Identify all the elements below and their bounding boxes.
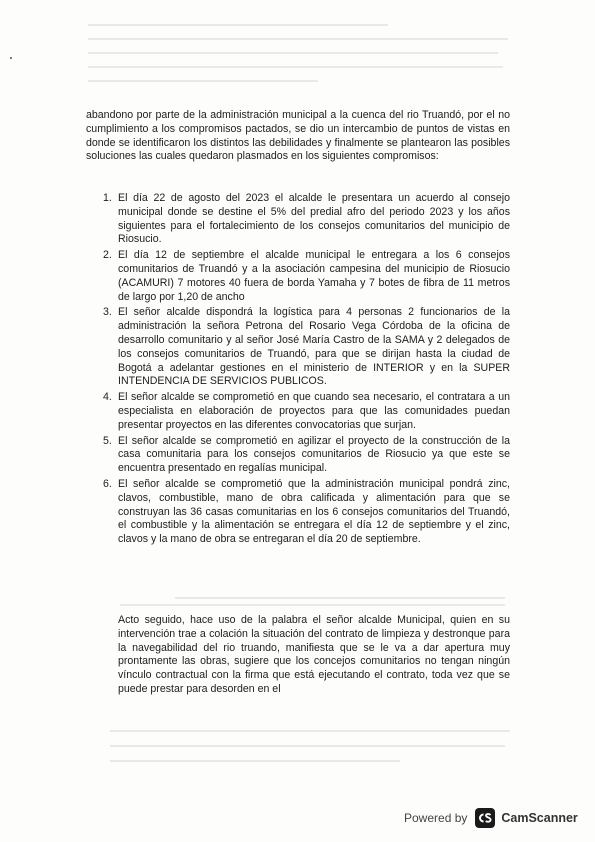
item-text: El señor alcalde se comprometió en que cuando sea necesario, el contratara a un especialista en elaboración de proyectos para que las comunidades puedan presentar proyectos en las diferentes convocatorias que surjan.	[118, 391, 510, 431]
item-number: 6.	[103, 477, 112, 490]
commitment-item	[86, 249, 510, 304]
bleed-through-line	[88, 38, 508, 40]
item-text: El señor alcalde se comprometió en agilizar el proyecto de la construcción de la casa comunitaria para los consejos comunitarios de Riosucio ya que este se encuentra presentado en regalías municipal.	[118, 434, 510, 475]
bleed-through-line	[175, 597, 505, 599]
camscanner-logo-icon	[475, 808, 495, 828]
item-number: 3.	[103, 306, 112, 319]
camscanner-brand: CamScanner	[501, 811, 578, 825]
powered-by-label: Powered by	[404, 811, 468, 825]
bleed-through-line	[88, 80, 318, 82]
commitment-item	[86, 192, 510, 247]
bleed-through-line	[88, 52, 498, 54]
item-number: 1.	[103, 192, 112, 204]
closing-paragraph: Acto seguido, hace uso de la palabra el señor alcalde Municipal, quien en su intervención trae a colación la situación del contrato de limpieza y destronque para la navegabilidad del rio truando, manifiesta que se le va a dar apertura muy prontamente las obras, sugiere que los concejos comunitarios no tengan ningún vínculo contractual con la firma que está ejecutando el contrato, toda vez que se puede prestar para desorden en el	[118, 614, 510, 695]
commitment-item	[86, 391, 510, 432]
commitment-item	[86, 306, 510, 389]
commitment-item	[86, 478, 510, 547]
bleed-through-line	[110, 760, 400, 762]
item-text: El señor alcalde dispondrá la logística para 4 personas 2 funcionarios de la administración la señora Petrona del Rosario Vega Córdoba de la oficina de desarrollo comunitario y al señor José María Castro de la SAMA y 2 delegados de los consejos comunitarios de Truandó, para que se dirijan hasta la ciudad de Bogotá a adelantar gestiones en el ministerio de INTERIOR y en la SUPER INTENDENCIA DE SERVICIOS PUBLICOS.	[118, 306, 510, 388]
bleed-through-line	[110, 745, 505, 747]
item-text: El señor alcalde se comprometió que la administración municipal pondrá zinc, clavos, combustible, mano de obra calificada y alimentación para que se construyan las 36 casas comunitarias en los 6 consejos comunitarios del Truandó, el combustible y la alimentación se entregara el día 12 de septiembre y el zinc, clavos y la mano de obra se entregaran el día 20 de septiembre.	[118, 477, 510, 546]
item-number: 2.	[103, 249, 112, 262]
intro-paragraph: abandono por parte de la administración municipal a la cuenca del rio Truandó, por el no cumplimiento a los compromisos pactados, se dio un intercambio de puntos de vistas en donde se identificaron los distintos las debilidades y finalmente se plantearon las posibles soluciones las cuales quedaron plasmados en los siguientes compromisos:	[86, 109, 510, 163]
bleed-through-line	[120, 604, 505, 606]
scan-speck	[10, 57, 12, 59]
item-number: 4.	[103, 391, 112, 404]
item-text: El día 22 de agosto del 2023 el alcalde le presentara un acuerdo al consejo municipal donde se destine el 5% del predial afro del periodo 2023 y los años siguientes para el fortalecimiento de los consejos comunitarios del municipio de Riosucio.	[118, 192, 510, 246]
commitments-list	[86, 192, 510, 549]
commitment-item	[86, 435, 510, 476]
bleed-through-line	[110, 730, 510, 732]
camscanner-watermark	[404, 807, 578, 829]
cs-glyph	[478, 812, 492, 824]
bleed-through-line	[88, 24, 388, 26]
bleed-through-line	[88, 66, 503, 68]
item-text: El día 12 de septiembre el alcalde municipal le entregara a los 6 consejos comunitarios de Truandó y a la asociación campesina del municipio de Riosucio (ACAMURI) 7 motores 40 fuera de borda Yamaha y 7 botes de fibra de 11 metros de largo por 1,20 de ancho	[118, 249, 510, 303]
item-number: 5.	[103, 434, 112, 447]
